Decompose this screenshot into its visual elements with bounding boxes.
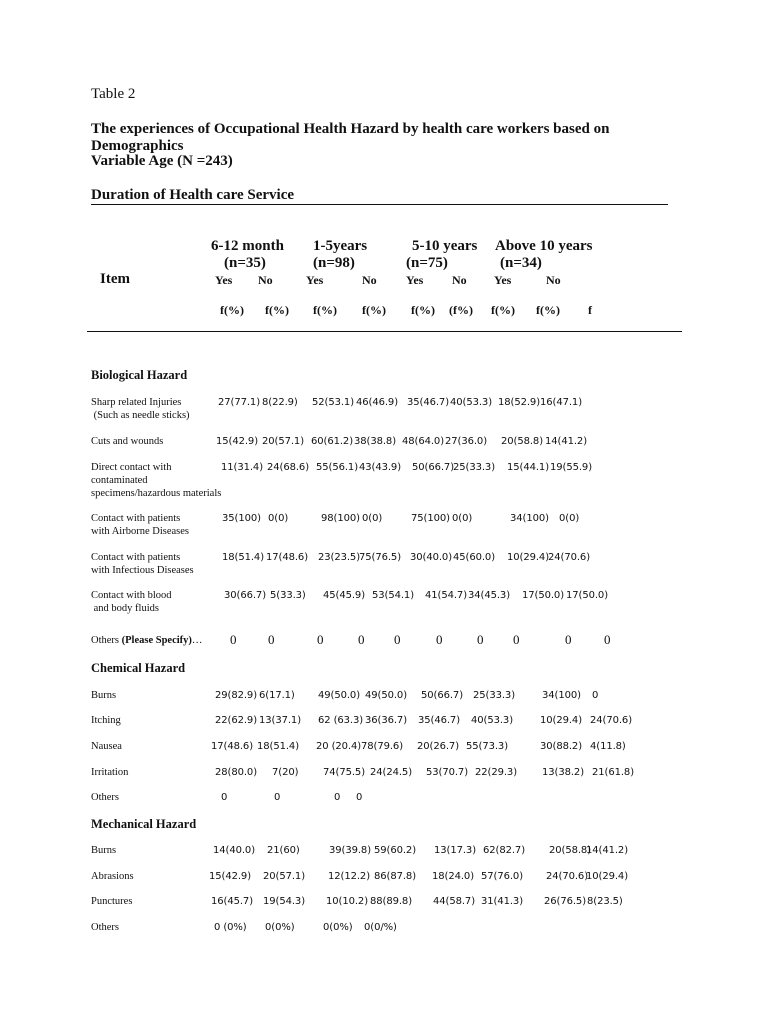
table-cell: 0 (604, 632, 611, 647)
header-fpct-8: f(%) (536, 303, 560, 317)
table-cell: 0 (274, 792, 281, 803)
table-cell: 0 (230, 632, 237, 647)
table-cell: 86(87.8) (374, 871, 416, 882)
table-cell: 0 (268, 632, 275, 647)
group-n-2: (n=98) (313, 255, 355, 271)
table-cell: 28(80.0) (215, 767, 257, 778)
table-cell: 24(24.5) (370, 767, 412, 778)
table-cell: 20 (20.4) (316, 741, 362, 752)
table-cell: 98(100) (321, 513, 360, 524)
table-cell: 0(0) (559, 513, 580, 524)
header-yes-2: Yes (306, 273, 324, 287)
table-cell: 49(50.0) (318, 690, 360, 701)
row-label: Cuts and wounds (91, 436, 164, 447)
header-rule (87, 331, 682, 332)
table-cell: 6(17.1) (259, 690, 295, 701)
row-label: Contact with patients with Infectious Diseases (91, 552, 194, 576)
table-cell: 20(58.8) (501, 436, 543, 447)
table-cell: 45(45.9) (323, 590, 365, 601)
table-cell: 30(40.0) (410, 552, 452, 563)
header-fpct-1: f(%) (220, 303, 244, 317)
table-cell: 20(58.8) (549, 845, 591, 856)
table-subtitle: Duration of Health care Service (91, 187, 295, 203)
header-fpct-5: f(%) (411, 303, 435, 317)
row-label: Direct contact with contaminated specimens/hazardous materials (91, 462, 222, 499)
table-cell: 74(75.5) (323, 767, 365, 778)
table-cell: 30(88.2) (540, 741, 582, 752)
table-cell: 0 (592, 690, 599, 701)
table-cell: 13(37.1) (259, 715, 301, 726)
table-cell: 29(82.9) (215, 690, 257, 701)
row-label: Sharp related Injuries (Such as needle sticks) (91, 397, 190, 421)
table-cell: 0 (436, 632, 443, 647)
header-fpct-3: f(%) (313, 303, 337, 317)
table-cell: 0 (394, 632, 401, 647)
row-label: Itching (91, 715, 121, 726)
header-fpct-2: f(%) (265, 303, 289, 317)
row-label: Nausea (91, 741, 122, 752)
table-cell: 18(51.4) (257, 741, 299, 752)
header-item: Item (100, 271, 130, 287)
table-cell: 21(61.8) (592, 767, 634, 778)
table-cell: 17(50.0) (566, 590, 608, 601)
table-cell: 11(31.4) (221, 462, 263, 473)
table-cell: 31(41.3) (481, 896, 523, 907)
table-cell: 0 (317, 632, 324, 647)
table-cell: 14(41.2) (586, 845, 628, 856)
table-cell: 16(45.7) (211, 896, 253, 907)
table-cell: 14(40.0) (213, 845, 255, 856)
table-cell: 35(46.7) (407, 397, 449, 408)
table-cell: 62 (63.3) (318, 715, 364, 726)
table-cell: 30(66.7) (224, 590, 266, 601)
table-cell: 44(58.7) (433, 896, 475, 907)
section-title-chemical: Chemical Hazard (91, 661, 186, 675)
table-cell: 0 (358, 632, 365, 647)
table-cell: 10(29.4) (586, 871, 628, 882)
table-cell: 0 (221, 792, 228, 803)
table-cell: 19(55.9) (550, 462, 592, 473)
table-cell: 55(73.3) (466, 741, 508, 752)
table-cell: 18(52.9) (498, 397, 540, 408)
table-title: The experiences of Occupational Health Hazard by health care workers based on Demographics (91, 121, 610, 154)
header-no-1: No (258, 273, 273, 287)
table-cell: 22(62.9) (215, 715, 257, 726)
table-cell: 34(45.3) (468, 590, 510, 601)
table-cell: 60(61.2) (311, 436, 353, 447)
table-cell: 10(10.2) (326, 896, 368, 907)
table-cell: 20(57.1) (262, 436, 304, 447)
table-cell: 23(23.5) (318, 552, 360, 563)
table-cell: 12(12.2) (328, 871, 370, 882)
table-cell: 25(33.3) (453, 462, 495, 473)
row-label: Contact with blood and body fluids (91, 590, 172, 614)
table-cell: 14(41.2) (545, 436, 587, 447)
group-name-4: Above 10 years (495, 238, 593, 254)
group-n-1: (n=35) (224, 255, 266, 271)
table-cell: 27(77.1) (218, 397, 260, 408)
table-cell: 24(70.6) (548, 552, 590, 563)
header-yes-3: Yes (406, 273, 424, 287)
table-label: Table 2 (91, 86, 136, 102)
table-cell: 20(26.7) (417, 741, 459, 752)
table-cell: 53(54.1) (372, 590, 414, 601)
table-cell: 40(53.3) (450, 397, 492, 408)
table-cell: 41(54.7) (425, 590, 467, 601)
table-cell: 78(79.6) (361, 741, 403, 752)
row-label: Irritation (91, 767, 129, 778)
table-cell: 13(38.2) (542, 767, 584, 778)
row-label: Punctures (91, 896, 133, 907)
table-cell: 25(33.3) (473, 690, 515, 701)
header-f: f (588, 303, 592, 317)
header-no-2: No (362, 273, 377, 287)
table-cell: 13(17.3) (434, 845, 476, 856)
table-cell: 0 (477, 632, 484, 647)
table-cell: 40(53.3) (471, 715, 513, 726)
table-cell: 0(0) (268, 513, 289, 524)
table-cell: 46(46.9) (356, 397, 398, 408)
table-cell: 15(44.1) (507, 462, 549, 473)
table-cell: 4(11.8) (590, 741, 626, 752)
table-cell: 50(66.7) (421, 690, 463, 701)
table-cell: 62(82.7) (483, 845, 525, 856)
table-cell: 17(48.6) (211, 741, 253, 752)
table-cell: 48(64.0) (402, 436, 444, 447)
table-cell: 75(100) (411, 513, 450, 524)
table-cell: 49(50.0) (365, 690, 407, 701)
table-cell: 24(70.6) (546, 871, 588, 882)
table-cell: 36(36.7) (365, 715, 407, 726)
table-cell: 17(48.6) (266, 552, 308, 563)
table-cell: 39(39.8) (329, 845, 371, 856)
table-cell: 0(0%) (323, 922, 353, 933)
group-name-3: 5-10 years (412, 238, 478, 254)
row-label-others: Others (Please Specify)… (91, 635, 203, 646)
table-cell: 26(76.5) (544, 896, 586, 907)
header-yes-1: Yes (215, 273, 233, 287)
table-cell: 38(38.8) (354, 436, 396, 447)
table-cell: 21(60) (267, 845, 300, 856)
table-cell: 5(33.3) (270, 590, 306, 601)
header-fpct-7: f(%) (491, 303, 515, 317)
header-no-3: No (452, 273, 467, 287)
table-cell: 0 (565, 632, 572, 647)
table-cell: 0(0/%) (364, 922, 397, 933)
table-cell: 35(46.7) (418, 715, 460, 726)
table-cell: 55(56.1) (316, 462, 358, 473)
table-variable: Variable Age (N =243) (91, 153, 233, 169)
table-cell: 10(29.4) (507, 552, 549, 563)
table-cell: 24(70.6) (590, 715, 632, 726)
table-cell: 50(66.7) (412, 462, 454, 473)
group-n-3: (n=75) (406, 255, 448, 271)
table-cell: 45(60.0) (453, 552, 495, 563)
table-cell: 53(70.7) (426, 767, 468, 778)
table-cell: 10(29.4) (540, 715, 582, 726)
header-fpct-6: (f%) (449, 303, 473, 317)
row-label: Burns (91, 845, 117, 856)
table-cell: 27(36.0) (445, 436, 487, 447)
table-cell: 17(50.0) (522, 590, 564, 601)
table-cell: 34(100) (510, 513, 549, 524)
section-title-biological: Biological Hazard (91, 368, 188, 382)
table-cell: 0 (334, 792, 341, 803)
table-cell: 43(43.9) (359, 462, 401, 473)
table-cell: 19(54.3) (263, 896, 305, 907)
group-name-2: 1-5years (313, 238, 368, 254)
table-cell: 8(23.5) (587, 896, 623, 907)
table-cell: 15(42.9) (209, 871, 251, 882)
group-n-4: (n=34) (500, 255, 542, 271)
row-label: Abrasions (91, 871, 134, 882)
row-label: Burns (91, 690, 117, 701)
table-cell: 7(20) (272, 767, 299, 778)
table-cell: 57(76.0) (481, 871, 523, 882)
table-cell: 0(0) (452, 513, 473, 524)
table-cell: 75(76.5) (359, 552, 401, 563)
table-cell: 24(68.6) (267, 462, 309, 473)
table-cell: 16(47.1) (540, 397, 582, 408)
table-cell: 18(51.4) (222, 552, 264, 563)
header-yes-4: Yes (494, 273, 512, 287)
group-name-1: 6-12 month (211, 238, 284, 254)
header-fpct-4: f(%) (362, 303, 386, 317)
row-label: Others (91, 922, 119, 933)
table-cell: 20(57.1) (263, 871, 305, 882)
table-cell: 35(100) (222, 513, 261, 524)
row-label: Contact with patients with Airborne Diseases (91, 513, 189, 537)
table-cell: 0 (0%) (214, 922, 247, 933)
table-cell: 8(22.9) (262, 397, 298, 408)
table-cell: 52(53.1) (312, 397, 354, 408)
row-label: Others (91, 792, 119, 803)
table-cell: 0 (356, 792, 363, 803)
table-cell: 59(60.2) (374, 845, 416, 856)
table-cell: 0 (513, 632, 520, 647)
header-no-4: No (546, 273, 561, 287)
table-cell: 0(0) (362, 513, 383, 524)
section-title-mechanical: Mechanical Hazard (91, 817, 197, 831)
table-cell: 34(100) (542, 690, 581, 701)
subtitle-underline (91, 204, 668, 205)
table-cell: 15(42.9) (216, 436, 258, 447)
table-cell: 22(29.3) (475, 767, 517, 778)
table-cell: 18(24.0) (432, 871, 474, 882)
table-cell: 88(89.8) (370, 896, 412, 907)
table-cell: 0(0%) (265, 922, 295, 933)
